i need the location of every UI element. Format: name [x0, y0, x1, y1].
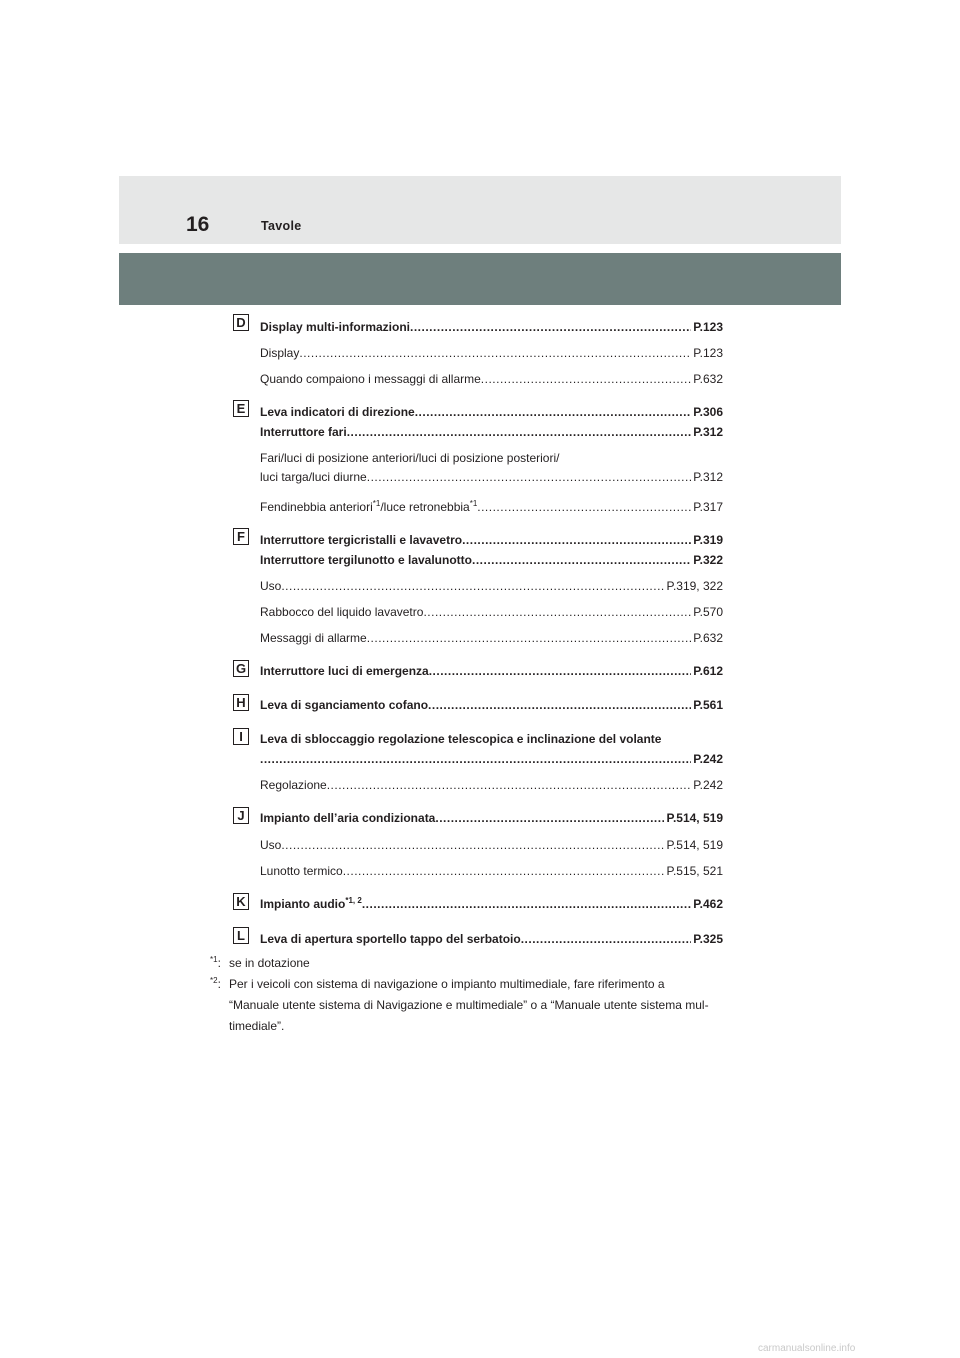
- page-ref: P.123: [693, 320, 723, 334]
- page-ref: P.514, 519: [666, 811, 723, 825]
- page-ref: P.319, 322: [666, 579, 723, 593]
- footnote-mark: $^{*2}$:: [210, 976, 221, 991]
- index-entry: Leva di sganciamento cofano ..... P.561: [260, 698, 723, 712]
- footnote-mark: $^{*1}$:: [210, 955, 221, 970]
- section-letter-d: D: [233, 314, 249, 331]
- section-letter-i: I: [233, 728, 249, 745]
- page-ref: P.242: [693, 752, 723, 766]
- page-ref: P.462: [693, 897, 723, 911]
- index-entry: Impianto audio$^{*1, 2}$ ..... P.462: [260, 897, 723, 911]
- page-ref: P.242: [693, 778, 723, 792]
- index-entry-line1: Leva di sbloccaggio regolazione telescopica e inclinazione del volante: [260, 732, 662, 746]
- index-entry: Rabbocco del liquido lavavetro ..... P.570: [260, 605, 723, 619]
- section-letter-l: L: [233, 927, 249, 944]
- index-entry: Regolazione ..... P.242: [260, 778, 723, 792]
- index-entry: Leva di apertura sportello tappo del serbatoio ..... P.325: [260, 932, 723, 946]
- section-letter-g: G: [233, 660, 249, 677]
- page-ref: P.312: [693, 425, 723, 439]
- page-ref: P.312: [693, 470, 723, 484]
- page-ref: P.325: [693, 932, 723, 946]
- section-letter-j: J: [233, 807, 249, 824]
- index-entry-line1: Fari/luci di posizione anteriori/luci di posizione posteriori/: [260, 451, 560, 465]
- footnote-text: Per i veicoli con sistema di navigazione o impianto multimediale, fare riferimento a: [229, 977, 665, 991]
- index-entry: Leva indicatori di direzione ..... P.306: [260, 405, 723, 419]
- page-ref: P.570: [693, 605, 723, 619]
- page-ref: P.317: [693, 500, 723, 514]
- page-ref: P.319: [693, 533, 723, 547]
- page-ref: P.322: [693, 553, 723, 567]
- page-ref: P.561: [693, 698, 723, 712]
- section-letter-k: K: [233, 893, 249, 910]
- index-entry: Display multi-informazioni ..... P.123: [260, 320, 723, 334]
- image-band: [119, 253, 841, 305]
- section-letter-f: F: [233, 528, 249, 545]
- page-ref: P.123: [693, 346, 723, 360]
- footnote-text: “Manuale utente sistema di Navigazione e multimediale” o a “Manuale utente sistema mul-: [229, 998, 709, 1012]
- index-entry: [260, 752, 723, 766]
- index-entry: Display ..... P.123: [260, 346, 723, 360]
- section-title: Tavole: [261, 219, 302, 233]
- footnote-text: se in dotazione: [229, 956, 310, 970]
- index-entry: Impianto dell’aria condizionata ..... P.514, 519: [260, 811, 723, 825]
- page-ref: P.514, 519: [666, 838, 723, 852]
- index-entry: Uso ..... P.514, 519: [260, 838, 723, 852]
- page-ref: P.632: [693, 631, 723, 645]
- index-entry: Interruttore tergilunotto e lavalunotto ..... P.322: [260, 553, 723, 567]
- index-entry: Interruttore luci di emergenza ..... P.612: [260, 664, 723, 678]
- section-letter-e: E: [233, 400, 249, 417]
- header-bar: [119, 176, 841, 244]
- index-entry: Messaggi di allarme ..... P.632: [260, 631, 723, 645]
- index-entry: luci targa/luci diurne ..... P.312: [260, 470, 723, 484]
- index-entry: Lunotto termico ..... P.515, 521: [260, 864, 723, 878]
- page-ref: P.515, 521: [666, 864, 723, 878]
- watermark: carmanualsonline.info: [758, 1343, 856, 1354]
- index-entry: Quando compaiono i messaggi di allarme ..... P.632: [260, 372, 723, 386]
- page-ref: P.306: [693, 405, 723, 419]
- index-entry: Fendinebbia anteriori$^{*1}$/luce retronebbia$^{*1}$ ..... P.317: [260, 500, 723, 514]
- index-entry: Uso ..... P.319, 322: [260, 579, 723, 593]
- index-entry: Interruttore fari ..... P.312: [260, 425, 723, 439]
- index-entry: Interruttore tergicristalli e lavavetro ..... P.319: [260, 533, 723, 547]
- page-number: 16: [186, 213, 210, 236]
- page-ref: P.612: [693, 664, 723, 678]
- section-letter-h: H: [233, 694, 249, 711]
- page-ref: P.632: [693, 372, 723, 386]
- footnote-text: timediale”.: [229, 1019, 285, 1033]
